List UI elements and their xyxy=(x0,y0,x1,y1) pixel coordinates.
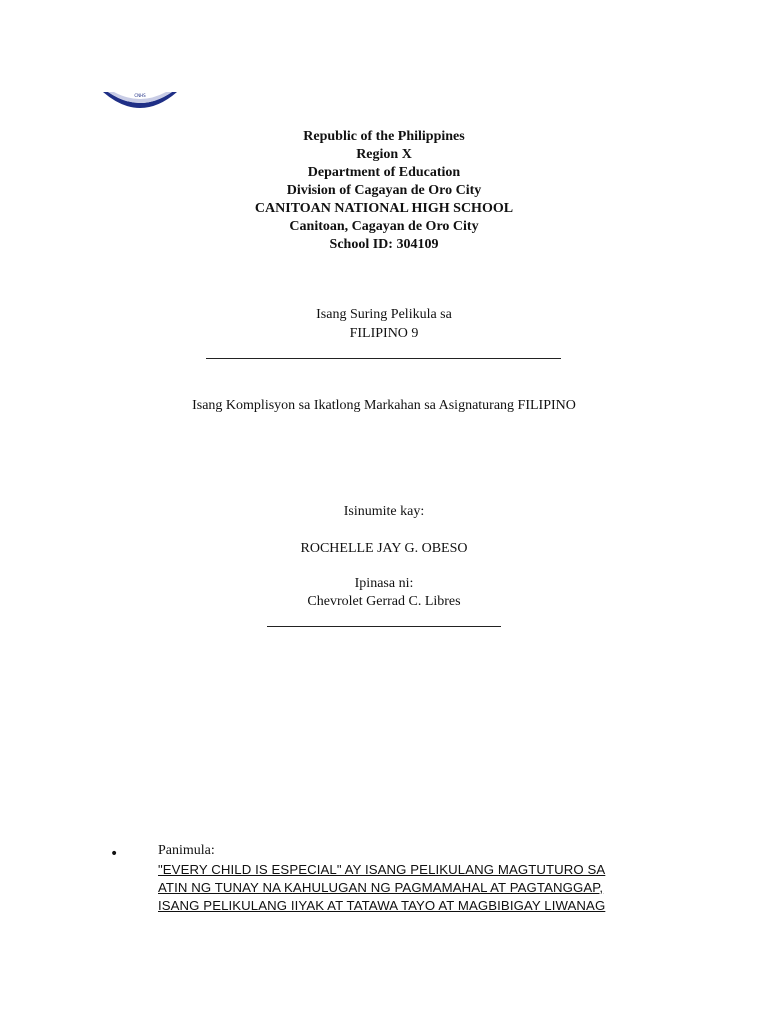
school-seal-icon xyxy=(100,84,180,110)
introduction-line-3: ISANG PELIKULANG IIYAK AT TATAWA TAYO AT MAGBIBIGAY LIWANAG xyxy=(158,898,606,913)
subtitle: Isang Komplisyon sa Ikatlong Markahan sa Asignaturang FILIPINO xyxy=(192,398,576,413)
bullet-icon: • xyxy=(110,846,119,862)
header-line-address: Canitoan, Cagayan de Oro City xyxy=(289,219,479,234)
introduction-label: Panimula: xyxy=(158,843,215,858)
header-line-school: CANITOAN NATIONAL HIGH SCHOOL xyxy=(254,201,514,216)
teacher-name: ROCHELLE JAY G. OBESO xyxy=(300,541,468,556)
school-logo xyxy=(100,84,180,110)
header-line-region: Region X xyxy=(356,147,412,162)
signature-line xyxy=(267,626,501,627)
header-line-division: Division of Cagayan de Oro City xyxy=(286,183,482,198)
header-line-school-id: School ID: 304109 xyxy=(329,237,439,252)
document-header xyxy=(0,128,768,254)
header-line-department: Department of Education xyxy=(307,165,461,180)
submitted-to-label: Isinumite kay: xyxy=(343,504,425,519)
student-name: Chevrolet Gerrad C. Libres xyxy=(307,594,461,609)
title-line-2: FILIPINO 9 xyxy=(349,326,419,341)
introduction-line-1: "EVERY CHILD IS ESPECIAL" AY ISANG PELIKULANG MAGTUTURO SA xyxy=(158,862,606,877)
submitted-by-label: Ipinasa ni: xyxy=(354,576,414,591)
introduction-line-2: ATIN NG TUNAY NA KAHULUGAN NG PAGMAMAHAL AT PAGTANGGAP, xyxy=(158,880,604,895)
title-line-1: Isang Suring Pelikula sa xyxy=(316,307,452,322)
title-divider xyxy=(206,358,561,359)
seal-text: CNHS xyxy=(134,93,146,98)
header-line-republic: Republic of the Philippines xyxy=(303,129,465,144)
